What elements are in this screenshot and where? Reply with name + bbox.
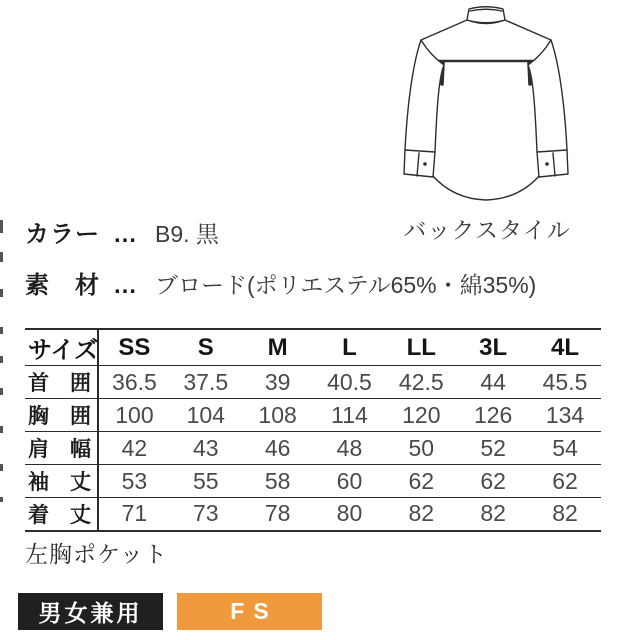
cell-value: 42 [98,432,170,465]
cell-value: 52 [457,432,529,465]
color-value: B9. 黒 [155,221,219,247]
size-col-header: L [314,329,386,366]
cell-value: 104 [170,399,242,432]
row-label: 胸 囲 [25,399,98,432]
cell-value: 134 [529,399,601,432]
size-col-header: SS [98,329,170,366]
cell-value: 53 [98,465,170,498]
unisex-badge: 男女兼用 [18,593,163,630]
row-label: 着 丈 [25,498,98,531]
size-table-header-row [25,329,601,366]
size-table-corner-label: サイズ [25,329,98,366]
cell-value: 45.5 [529,366,601,399]
cell-value: 46 [242,432,314,465]
table-row-sleeve [25,465,601,498]
cell-value: 43 [170,432,242,465]
cell-value: 40.5 [314,366,386,399]
cell-value: 42.5 [385,366,457,399]
material-value: ブロード(ポリエステル65%・綿35%) [155,272,537,298]
cell-value: 126 [457,399,529,432]
cell-value: 82 [529,498,601,531]
size-col-header: LL [385,329,457,366]
shirt-body [421,20,551,200]
cell-value: 39 [242,366,314,399]
material-label: 素 材 [25,272,100,299]
illustration-caption: バックスタイル [403,217,571,243]
cell-value: 80 [314,498,386,531]
fs-badge: FS [177,593,322,630]
cell-value: 48 [314,432,386,465]
size-table [25,328,601,532]
table-row-chest [25,399,601,432]
cell-value: 82 [385,498,457,531]
table-row-neck [25,366,601,399]
cell-value: 44 [457,366,529,399]
cell-value: 36.5 [98,366,170,399]
color-label: カラー [25,221,100,248]
cell-value: 58 [242,465,314,498]
cell-value: 54 [529,432,601,465]
size-col-header: 3L [457,329,529,366]
row-label: 首 囲 [25,366,98,399]
cell-value: 71 [98,498,170,531]
material-spec-row [25,265,536,300]
cell-value: 78 [242,498,314,531]
cell-value: 62 [385,465,457,498]
row-label: 袖 丈 [25,465,98,498]
shirt-back-drawing [400,4,572,204]
cell-value: 108 [242,399,314,432]
cell-value: 120 [385,399,457,432]
cell-value: 73 [170,498,242,531]
cell-value: 100 [98,399,170,432]
table-row-length [25,498,601,531]
size-col-header: M [242,329,314,366]
cell-value: 82 [457,498,529,531]
color-spec-row [25,214,219,249]
material-dots: … [113,272,137,299]
size-col-header: S [170,329,242,366]
cell-value: 55 [170,465,242,498]
table-row-shoulder [25,432,601,465]
cell-value: 62 [457,465,529,498]
cell-value: 37.5 [170,366,242,399]
row-label: 肩 幅 [25,432,98,465]
cell-value: 50 [385,432,457,465]
cell-value: 114 [314,399,386,432]
pocket-note: 左胸ポケット [25,541,168,567]
cell-value: 62 [529,465,601,498]
shirt-back-illustration [400,4,572,204]
size-col-header: 4L [529,329,601,366]
color-dots: … [113,221,137,248]
cell-value: 60 [314,465,386,498]
